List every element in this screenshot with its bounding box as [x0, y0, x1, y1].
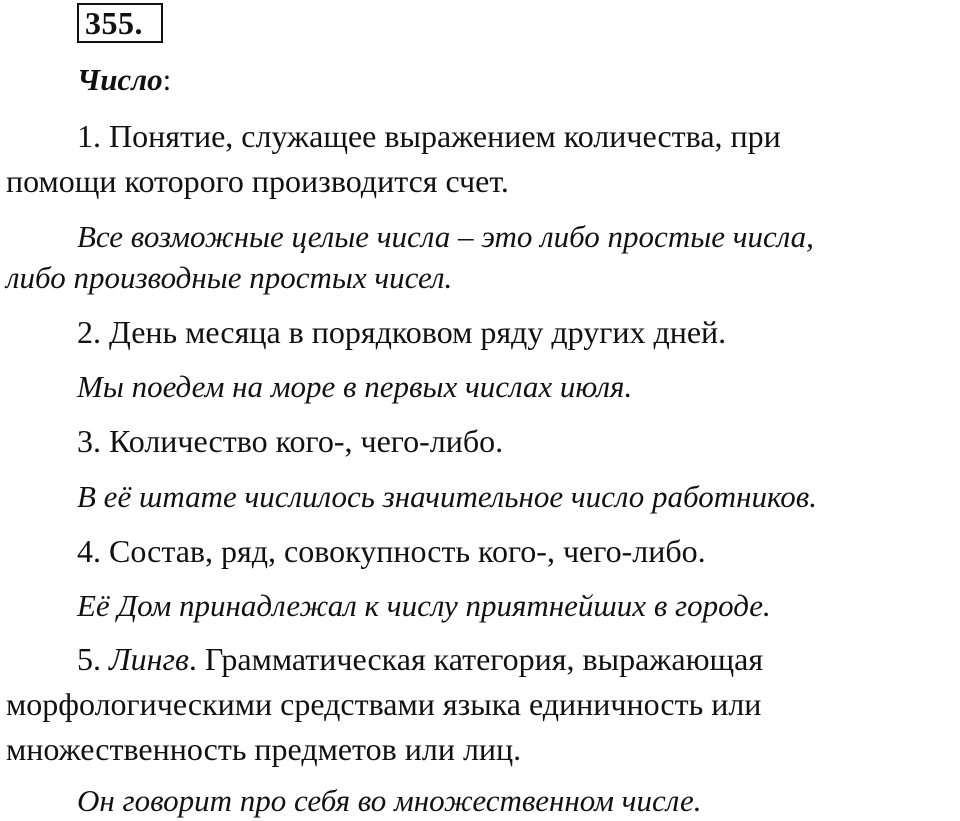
definition-line: помощи которого производится счет.: [6, 163, 509, 199]
linguistics-label: Лингв: [109, 641, 189, 677]
example-5: [6, 780, 960, 821]
definition-line: 1. Понятие, служащее выражением количества, при: [77, 118, 781, 154]
heading-colon: :: [162, 62, 172, 97]
definition-5: [6, 637, 960, 772]
word-heading: [77, 60, 171, 100]
definition-2: [6, 310, 960, 355]
definition-line: [6, 637, 960, 682]
heading-term: Число: [77, 62, 163, 97]
example-line: Он говорит про себя во множественном числе.: [77, 783, 702, 818]
example-line: Все возможные целые числа – это либо простые числа,: [77, 219, 814, 254]
definition-line: 2. День месяца в порядковом ряду других дней.: [77, 314, 727, 350]
example-1: [6, 216, 960, 298]
example-line: В её штате числилось значительное число работников.: [77, 479, 818, 514]
definition-4: [6, 529, 960, 574]
example-line: Мы поедем на море в первых числах июля.: [77, 369, 633, 404]
example-2: [6, 366, 960, 407]
example-line: Её Дом принадлежал к числу приятнейших в городе.: [77, 588, 771, 623]
definition-3: [6, 419, 960, 464]
definition-line: множественность предметов или лиц.: [6, 731, 522, 767]
example-line: либо производные простых чисел.: [6, 260, 453, 295]
example-4: [6, 585, 960, 626]
exercise-number: 355.: [77, 3, 163, 43]
definition-number: 5.: [77, 641, 101, 677]
example-3: [6, 476, 960, 517]
definition-line: 4. Состав, ряд, совокупность кого-, чего-либо.: [77, 533, 706, 569]
definition-line: морфологическими средствами языка единичность или: [6, 686, 762, 722]
definition-1: [6, 114, 960, 204]
definition-text: . Грамматическая категория, выражающая: [188, 641, 764, 677]
definition-line: 3. Количество кого-, чего-либо.: [77, 423, 504, 459]
